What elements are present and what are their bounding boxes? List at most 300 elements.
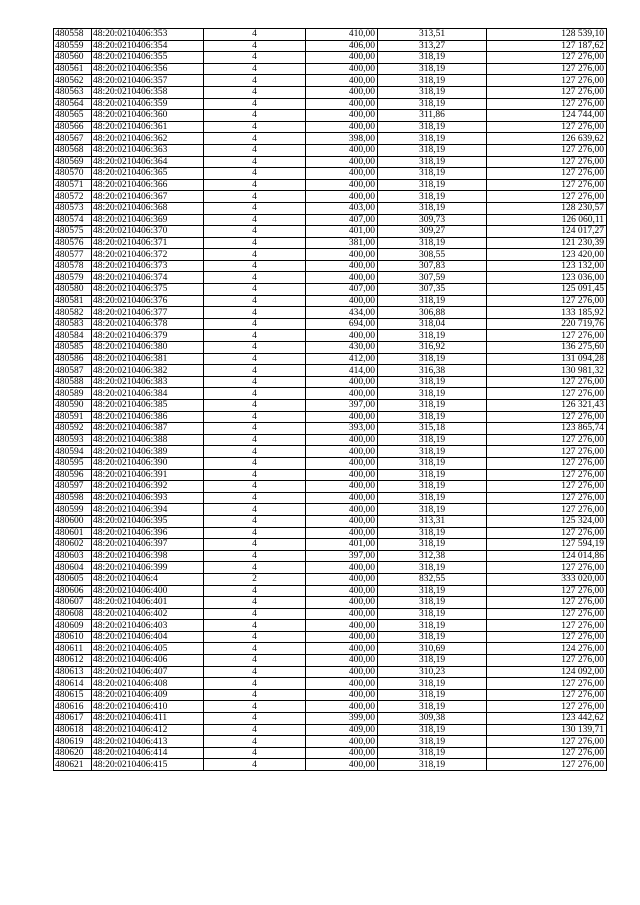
cadastral-value-cell: 123 442,62	[487, 713, 607, 725]
row-number-cell: 480610	[54, 631, 92, 643]
row-number-cell: 480575	[54, 226, 92, 238]
cadastral-value-table-page	[53, 28, 606, 771]
category-cell: 4	[204, 678, 306, 690]
row-number-cell: 480585	[54, 342, 92, 354]
unit-value-cell: 318,04	[378, 318, 487, 330]
category-cell: 4	[204, 666, 306, 678]
cadastral-value-cell: 127 276,00	[487, 504, 607, 516]
table-row	[54, 620, 607, 632]
area-cell: 403,00	[306, 202, 378, 214]
table-row	[54, 747, 607, 759]
area-cell: 400,00	[306, 376, 378, 388]
cadastral-number-cell: 48:20:0210406:376	[92, 295, 204, 307]
cadastral-number-cell: 48:20:0210406:381	[92, 353, 204, 365]
cadastral-value-cell: 121 230,39	[487, 237, 607, 249]
row-number-cell: 480581	[54, 295, 92, 307]
category-cell: 4	[204, 434, 306, 446]
cadastral-value-cell: 125 091,45	[487, 284, 607, 296]
area-cell: 412,00	[306, 353, 378, 365]
unit-value-cell: 318,19	[378, 179, 487, 191]
area-cell: 400,00	[306, 678, 378, 690]
unit-value-cell: 307,35	[378, 284, 487, 296]
cadastral-number-cell: 48:20:0210406:403	[92, 620, 204, 632]
area-cell: 430,00	[306, 342, 378, 354]
table-row	[54, 550, 607, 562]
table-row	[54, 86, 607, 98]
area-cell: 393,00	[306, 423, 378, 435]
unit-value-cell: 318,19	[378, 63, 487, 75]
area-cell: 400,00	[306, 411, 378, 423]
table-row	[54, 307, 607, 319]
unit-value-cell: 318,19	[378, 620, 487, 632]
category-cell: 4	[204, 504, 306, 516]
area-cell: 400,00	[306, 747, 378, 759]
cadastral-number-cell: 48:20:0210406:382	[92, 365, 204, 377]
category-cell: 4	[204, 156, 306, 168]
cadastral-value-cell: 130 981,32	[487, 365, 607, 377]
table-row	[54, 481, 607, 493]
category-cell: 4	[204, 585, 306, 597]
unit-value-cell: 318,19	[378, 655, 487, 667]
unit-value-cell: 313,51	[378, 29, 487, 41]
area-cell: 400,00	[306, 434, 378, 446]
table-row	[54, 342, 607, 354]
cadastral-value-cell: 136 275,60	[487, 342, 607, 354]
cadastral-value-cell: 127 276,00	[487, 597, 607, 609]
cadastral-value-cell: 127 276,00	[487, 759, 607, 771]
cadastral-number-cell: 48:20:0210406:357	[92, 75, 204, 87]
cadastral-number-cell: 48:20:0210406:359	[92, 98, 204, 110]
category-cell: 4	[204, 724, 306, 736]
area-cell: 400,00	[306, 144, 378, 156]
row-number-cell: 480579	[54, 272, 92, 284]
unit-value-cell: 309,27	[378, 226, 487, 238]
category-cell: 4	[204, 342, 306, 354]
cadastral-number-cell: 48:20:0210406:4	[92, 573, 204, 585]
area-cell: 381,00	[306, 237, 378, 249]
row-number-cell: 480578	[54, 260, 92, 272]
cadastral-value-cell: 127 276,00	[487, 330, 607, 342]
category-cell: 4	[204, 318, 306, 330]
cadastral-value-cell: 127 276,00	[487, 98, 607, 110]
row-number-cell: 480608	[54, 608, 92, 620]
area-cell: 434,00	[306, 307, 378, 319]
row-number-cell: 480600	[54, 515, 92, 527]
cadastral-value-cell: 127 276,00	[487, 689, 607, 701]
table-row	[54, 736, 607, 748]
unit-value-cell: 318,19	[378, 388, 487, 400]
unit-value-cell: 318,19	[378, 376, 487, 388]
category-cell: 4	[204, 481, 306, 493]
cadastral-number-cell: 48:20:0210406:397	[92, 539, 204, 551]
unit-value-cell: 318,19	[378, 527, 487, 539]
unit-value-cell: 307,59	[378, 272, 487, 284]
row-number-cell: 480619	[54, 736, 92, 748]
row-number-cell: 480606	[54, 585, 92, 597]
cadastral-value-cell: 333 020,00	[487, 573, 607, 585]
row-number-cell: 480563	[54, 86, 92, 98]
row-number-cell: 480607	[54, 597, 92, 609]
row-number-cell: 480566	[54, 121, 92, 133]
row-number-cell: 480604	[54, 562, 92, 574]
unit-value-cell: 318,19	[378, 168, 487, 180]
cadastral-value-cell: 127 276,00	[487, 631, 607, 643]
cadastral-value-cell: 127 276,00	[487, 701, 607, 713]
area-cell: 694,00	[306, 318, 378, 330]
area-cell: 400,00	[306, 481, 378, 493]
table-row	[54, 144, 607, 156]
cadastral-number-cell: 48:20:0210406:388	[92, 434, 204, 446]
unit-value-cell: 318,19	[378, 75, 487, 87]
row-number-cell: 480586	[54, 353, 92, 365]
cadastral-number-cell: 48:20:0210406:414	[92, 747, 204, 759]
table-row	[54, 295, 607, 307]
row-number-cell: 480601	[54, 527, 92, 539]
table-row	[54, 353, 607, 365]
cadastral-number-cell: 48:20:0210406:380	[92, 342, 204, 354]
row-number-cell: 480598	[54, 492, 92, 504]
category-cell: 4	[204, 608, 306, 620]
area-cell: 400,00	[306, 121, 378, 133]
category-cell: 4	[204, 562, 306, 574]
category-cell: 4	[204, 655, 306, 667]
cadastral-value-cell: 123 420,00	[487, 249, 607, 261]
category-cell: 4	[204, 226, 306, 238]
cadastral-value-cell: 127 276,00	[487, 469, 607, 481]
cadastral-number-cell: 48:20:0210406:386	[92, 411, 204, 423]
cadastral-number-cell: 48:20:0210406:358	[92, 86, 204, 98]
cadastral-value-cell: 127 276,00	[487, 562, 607, 574]
cadastral-number-cell: 48:20:0210406:353	[92, 29, 204, 41]
cadastral-number-cell: 48:20:0210406:372	[92, 249, 204, 261]
cadastral-number-cell: 48:20:0210406:389	[92, 446, 204, 458]
cadastral-number-cell: 48:20:0210406:411	[92, 713, 204, 725]
unit-value-cell: 318,19	[378, 504, 487, 516]
area-cell: 400,00	[306, 260, 378, 272]
area-cell: 400,00	[306, 585, 378, 597]
category-cell: 4	[204, 492, 306, 504]
category-cell: 4	[204, 98, 306, 110]
row-number-cell: 480582	[54, 307, 92, 319]
table-row	[54, 411, 607, 423]
unit-value-cell: 315,18	[378, 423, 487, 435]
unit-value-cell: 318,19	[378, 562, 487, 574]
cadastral-number-cell: 48:20:0210406:383	[92, 376, 204, 388]
unit-value-cell: 318,19	[378, 759, 487, 771]
cadastral-number-cell: 48:20:0210406:368	[92, 202, 204, 214]
area-cell: 400,00	[306, 179, 378, 191]
unit-value-cell: 318,19	[378, 202, 487, 214]
cadastral-number-cell: 48:20:0210406:365	[92, 168, 204, 180]
cadastral-value-cell: 127 276,00	[487, 191, 607, 203]
row-number-cell: 480583	[54, 318, 92, 330]
cadastral-value-cell: 127 276,00	[487, 295, 607, 307]
category-cell: 4	[204, 400, 306, 412]
table-row	[54, 400, 607, 412]
cadastral-value-cell: 127 276,00	[487, 620, 607, 632]
unit-value-cell: 318,19	[378, 400, 487, 412]
area-cell: 400,00	[306, 608, 378, 620]
row-number-cell: 480588	[54, 376, 92, 388]
cadastral-number-cell: 48:20:0210406:377	[92, 307, 204, 319]
unit-value-cell: 316,38	[378, 365, 487, 377]
row-number-cell: 480565	[54, 110, 92, 122]
area-cell: 400,00	[306, 295, 378, 307]
category-cell: 4	[204, 179, 306, 191]
cadastral-value-cell: 126 639,62	[487, 133, 607, 145]
area-cell: 400,00	[306, 86, 378, 98]
area-cell: 410,00	[306, 29, 378, 41]
area-cell: 400,00	[306, 631, 378, 643]
row-number-cell: 480572	[54, 191, 92, 203]
cadastral-value-cell: 127 276,00	[487, 434, 607, 446]
cadastral-number-cell: 48:20:0210406:355	[92, 52, 204, 64]
unit-value-cell: 318,19	[378, 736, 487, 748]
table-row	[54, 121, 607, 133]
category-cell: 4	[204, 40, 306, 52]
area-cell: 407,00	[306, 284, 378, 296]
cadastral-number-cell: 48:20:0210406:407	[92, 666, 204, 678]
table-row	[54, 539, 607, 551]
cadastral-value-cell: 124 017,27	[487, 226, 607, 238]
area-cell: 397,00	[306, 550, 378, 562]
unit-value-cell: 318,19	[378, 701, 487, 713]
row-number-cell: 480564	[54, 98, 92, 110]
category-cell: 4	[204, 52, 306, 64]
table-row	[54, 156, 607, 168]
category-cell: 4	[204, 63, 306, 75]
row-number-cell: 480612	[54, 655, 92, 667]
row-number-cell: 480568	[54, 144, 92, 156]
cadastral-number-cell: 48:20:0210406:369	[92, 214, 204, 226]
area-cell: 400,00	[306, 191, 378, 203]
row-number-cell: 480596	[54, 469, 92, 481]
table-row	[54, 75, 607, 87]
table-row	[54, 249, 607, 261]
cadastral-value-cell: 127 276,00	[487, 678, 607, 690]
unit-value-cell: 318,19	[378, 724, 487, 736]
cadastral-number-cell: 48:20:0210406:396	[92, 527, 204, 539]
table-row	[54, 434, 607, 446]
table-row	[54, 713, 607, 725]
row-number-cell: 480590	[54, 400, 92, 412]
cadastral-number-cell: 48:20:0210406:360	[92, 110, 204, 122]
category-cell: 4	[204, 260, 306, 272]
unit-value-cell: 318,19	[378, 631, 487, 643]
category-cell: 4	[204, 620, 306, 632]
cadastral-number-cell: 48:20:0210406:409	[92, 689, 204, 701]
unit-value-cell: 310,69	[378, 643, 487, 655]
unit-value-cell: 318,19	[378, 481, 487, 493]
cadastral-value-cell: 127 276,00	[487, 121, 607, 133]
unit-value-cell: 311,86	[378, 110, 487, 122]
cadastral-number-cell: 48:20:0210406:404	[92, 631, 204, 643]
table-row	[54, 365, 607, 377]
cadastral-value-cell: 127 276,00	[487, 86, 607, 98]
cadastral-number-cell: 48:20:0210406:412	[92, 724, 204, 736]
unit-value-cell: 313,31	[378, 515, 487, 527]
cadastral-value-cell: 127 276,00	[487, 168, 607, 180]
category-cell: 4	[204, 376, 306, 388]
cadastral-value-cell: 123 132,00	[487, 260, 607, 272]
category-cell: 4	[204, 643, 306, 655]
table-row	[54, 179, 607, 191]
table-row	[54, 446, 607, 458]
unit-value-cell: 308,55	[378, 249, 487, 261]
area-cell: 401,00	[306, 539, 378, 551]
table-row	[54, 515, 607, 527]
unit-value-cell: 310,23	[378, 666, 487, 678]
cadastral-number-cell: 48:20:0210406:394	[92, 504, 204, 516]
cadastral-number-cell: 48:20:0210406:405	[92, 643, 204, 655]
unit-value-cell: 318,19	[378, 86, 487, 98]
row-number-cell: 480621	[54, 759, 92, 771]
row-number-cell: 480614	[54, 678, 92, 690]
row-number-cell: 480577	[54, 249, 92, 261]
cadastral-number-cell: 48:20:0210406:366	[92, 179, 204, 191]
unit-value-cell: 318,19	[378, 539, 487, 551]
cadastral-value-cell: 124 092,00	[487, 666, 607, 678]
cadastral-number-cell: 48:20:0210406:356	[92, 63, 204, 75]
unit-value-cell: 318,19	[378, 608, 487, 620]
table-row	[54, 631, 607, 643]
area-cell: 398,00	[306, 133, 378, 145]
cadastral-value-cell: 133 185,92	[487, 307, 607, 319]
area-cell: 400,00	[306, 446, 378, 458]
table-row	[54, 284, 607, 296]
row-number-cell: 480620	[54, 747, 92, 759]
cadastral-number-cell: 48:20:0210406:375	[92, 284, 204, 296]
cadastral-number-cell: 48:20:0210406:415	[92, 759, 204, 771]
cadastral-number-cell: 48:20:0210406:393	[92, 492, 204, 504]
category-cell: 4	[204, 295, 306, 307]
category-cell: 4	[204, 365, 306, 377]
table-row	[54, 573, 607, 585]
row-number-cell: 480593	[54, 434, 92, 446]
category-cell: 4	[204, 759, 306, 771]
row-number-cell: 480560	[54, 52, 92, 64]
cadastral-number-cell: 48:20:0210406:413	[92, 736, 204, 748]
table-row	[54, 504, 607, 516]
table-row	[54, 52, 607, 64]
table-row	[54, 585, 607, 597]
cadastral-value-cell: 127 276,00	[487, 527, 607, 539]
unit-value-cell: 307,83	[378, 260, 487, 272]
category-cell: 4	[204, 539, 306, 551]
row-number-cell: 480594	[54, 446, 92, 458]
area-cell: 400,00	[306, 527, 378, 539]
row-number-cell: 480616	[54, 701, 92, 713]
cadastral-number-cell: 48:20:0210406:387	[92, 423, 204, 435]
cadastral-number-cell: 48:20:0210406:379	[92, 330, 204, 342]
cadastral-value-cell: 127 276,00	[487, 179, 607, 191]
row-number-cell: 480580	[54, 284, 92, 296]
row-number-cell: 480561	[54, 63, 92, 75]
area-cell: 400,00	[306, 736, 378, 748]
category-cell: 4	[204, 469, 306, 481]
cadastral-number-cell: 48:20:0210406:374	[92, 272, 204, 284]
category-cell: 4	[204, 747, 306, 759]
table-row	[54, 678, 607, 690]
cadastral-value-cell: 127 276,00	[487, 585, 607, 597]
cadastral-value-table	[53, 28, 607, 771]
row-number-cell: 480584	[54, 330, 92, 342]
cadastral-number-cell: 48:20:0210406:398	[92, 550, 204, 562]
row-number-cell: 480571	[54, 179, 92, 191]
category-cell: 4	[204, 527, 306, 539]
area-cell: 400,00	[306, 249, 378, 261]
row-number-cell: 480559	[54, 40, 92, 52]
category-cell: 4	[204, 284, 306, 296]
cadastral-value-cell: 127 276,00	[487, 63, 607, 75]
cadastral-value-cell: 124 744,00	[487, 110, 607, 122]
row-number-cell: 480591	[54, 411, 92, 423]
area-cell: 400,00	[306, 655, 378, 667]
table-body	[54, 29, 607, 771]
table-row	[54, 562, 607, 574]
cadastral-value-cell: 123 865,74	[487, 423, 607, 435]
table-row	[54, 110, 607, 122]
cadastral-number-cell: 48:20:0210406:399	[92, 562, 204, 574]
area-cell: 409,00	[306, 724, 378, 736]
cadastral-number-cell: 48:20:0210406:362	[92, 133, 204, 145]
cadastral-value-cell: 127 276,00	[487, 608, 607, 620]
table-row	[54, 272, 607, 284]
cadastral-number-cell: 48:20:0210406:392	[92, 481, 204, 493]
area-cell: 400,00	[306, 469, 378, 481]
row-number-cell: 480576	[54, 237, 92, 249]
cadastral-number-cell: 48:20:0210406:402	[92, 608, 204, 620]
cadastral-value-cell: 127 276,00	[487, 52, 607, 64]
category-cell: 4	[204, 701, 306, 713]
category-cell: 4	[204, 330, 306, 342]
area-cell: 400,00	[306, 620, 378, 632]
row-number-cell: 480573	[54, 202, 92, 214]
cadastral-number-cell: 48:20:0210406:400	[92, 585, 204, 597]
area-cell: 400,00	[306, 168, 378, 180]
area-cell: 400,00	[306, 156, 378, 168]
unit-value-cell: 318,19	[378, 295, 487, 307]
category-cell: 4	[204, 515, 306, 527]
table-row	[54, 655, 607, 667]
unit-value-cell: 318,19	[378, 747, 487, 759]
table-row	[54, 457, 607, 469]
area-cell: 400,00	[306, 643, 378, 655]
cadastral-value-cell: 127 276,00	[487, 747, 607, 759]
table-row	[54, 63, 607, 75]
area-cell: 400,00	[306, 63, 378, 75]
area-cell: 400,00	[306, 515, 378, 527]
category-cell: 4	[204, 446, 306, 458]
unit-value-cell: 318,19	[378, 446, 487, 458]
area-cell: 400,00	[306, 689, 378, 701]
row-number-cell: 480562	[54, 75, 92, 87]
area-cell: 400,00	[306, 330, 378, 342]
category-cell: 4	[204, 411, 306, 423]
area-cell: 400,00	[306, 492, 378, 504]
category-cell: 4	[204, 86, 306, 98]
table-row	[54, 260, 607, 272]
category-cell: 4	[204, 713, 306, 725]
table-row	[54, 643, 607, 655]
cadastral-value-cell: 127 594,19	[487, 539, 607, 551]
unit-value-cell: 318,19	[378, 353, 487, 365]
cadastral-value-cell: 123 036,00	[487, 272, 607, 284]
cadastral-value-cell: 131 094,28	[487, 353, 607, 365]
category-cell: 4	[204, 133, 306, 145]
unit-value-cell: 318,19	[378, 411, 487, 423]
category-cell: 4	[204, 75, 306, 87]
